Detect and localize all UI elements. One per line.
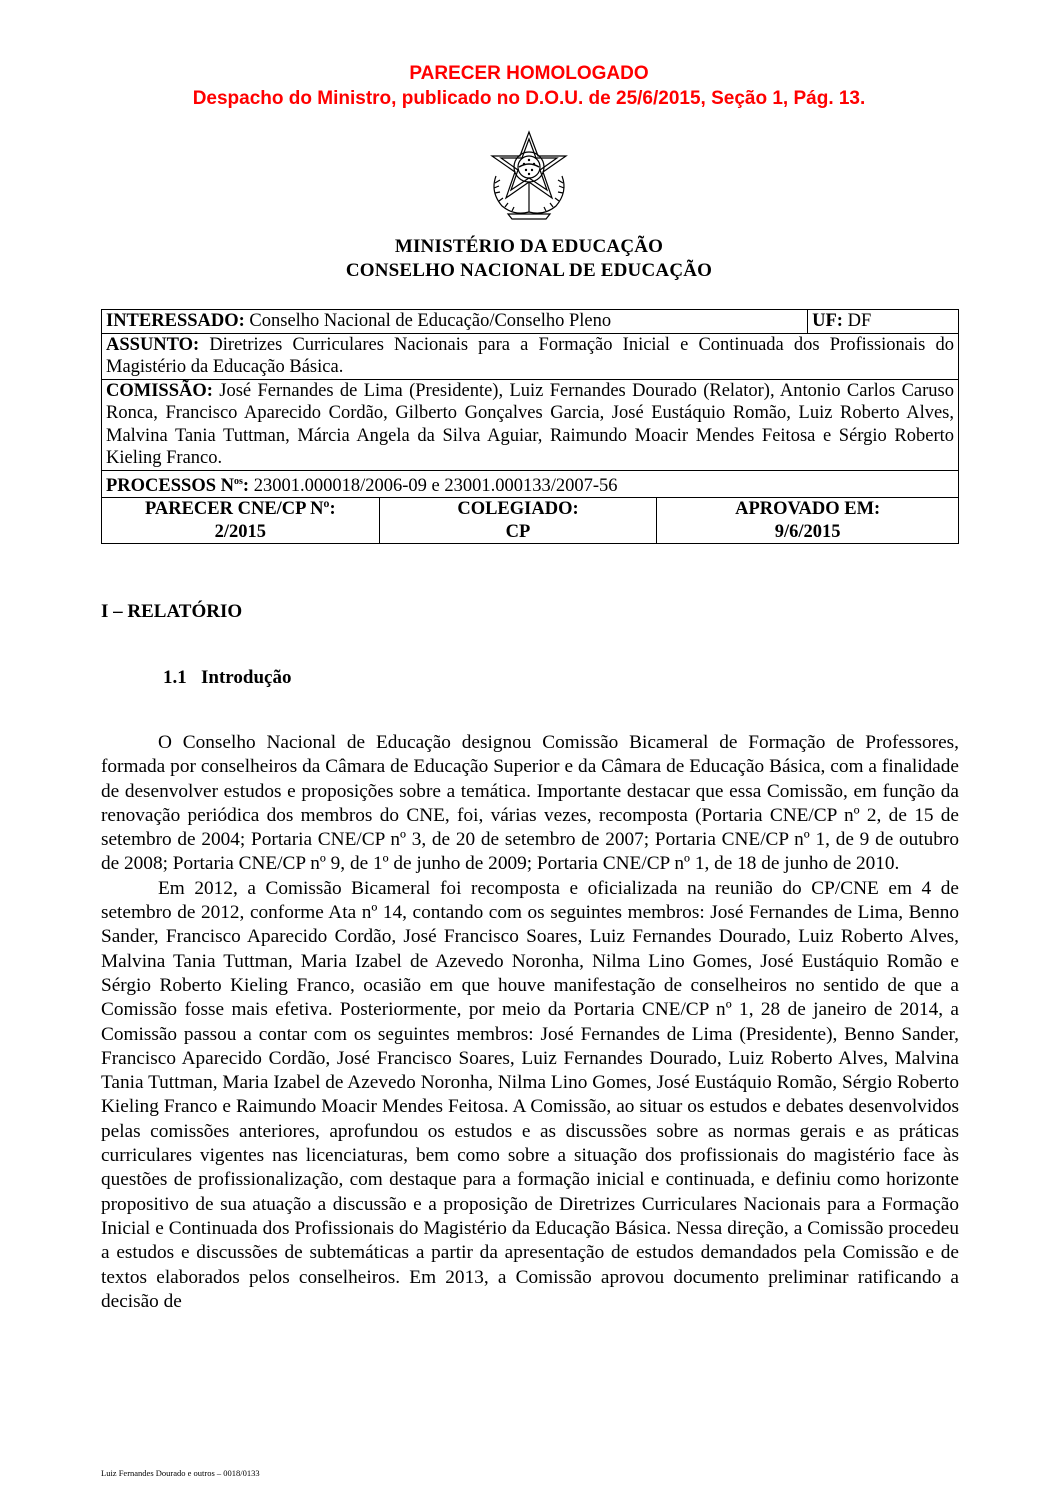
process-info-table bbox=[101, 309, 959, 544]
assunto-value: Diretrizes Curriculares Nacionais para a Formação Inicial e Continuada dos Profissionais do Magistério da Educação Básica. bbox=[106, 334, 954, 377]
uf-value: DF bbox=[847, 311, 872, 331]
comissao-row bbox=[102, 379, 959, 470]
uf-label: UF: bbox=[812, 311, 843, 331]
colegiado-value: CP bbox=[505, 521, 531, 542]
parecer-cell bbox=[102, 498, 380, 544]
brazil-coat-of-arms-icon bbox=[486, 130, 572, 222]
subsection-number: 1.1 bbox=[163, 667, 187, 688]
interessado-label: INTERESSADO: bbox=[106, 311, 245, 331]
homologation-stamp-dispatch: Despacho do Ministro, publicado no D.O.U. de 25/6/2015, Seção 1, Pág. 13. bbox=[192, 88, 866, 109]
processos-row bbox=[102, 470, 959, 498]
aprovado-value: 9/6/2015 bbox=[774, 521, 841, 542]
assunto-row bbox=[102, 333, 959, 379]
comissao-value: José Fernandes de Lima (Presidente), Luiz Fernandes Dourado (Relator), Antonio Carlos Caruso Ronca, Francisco Aparecido Cordão, Gilberto Gonçalves Garcia, José Eustáquio Romão, Luiz Roberto Alves, Malvina Tania Tuttman, Márcia Angela da Silva Aguiar, Raimundo Moacir Mendes Feitosa e Sérgio Roberto Kieling Franco. bbox=[106, 380, 954, 468]
uf-cell bbox=[808, 310, 959, 334]
interessado-cell bbox=[102, 310, 808, 334]
interessado-value: Conselho Nacional de Educação/Conselho Pleno bbox=[249, 311, 612, 331]
ministry-heading: MINISTÉRIO DA EDUCAÇÃO bbox=[394, 236, 664, 257]
report-body bbox=[101, 731, 959, 1314]
interessado-row bbox=[102, 310, 959, 334]
comissao-cell bbox=[102, 379, 959, 470]
processos-label: PROCESSOS $N^{os}$: bbox=[106, 475, 250, 496]
subsection-title: Introdução bbox=[201, 667, 292, 688]
page-footer: Luiz Fernandes Dourado e outros – 0018/0133 bbox=[101, 1468, 260, 1478]
subsection-heading bbox=[163, 667, 291, 689]
colegiado-label: COLEGIADO: bbox=[457, 499, 579, 520]
colegiado-cell bbox=[379, 498, 657, 544]
aprovado-cell bbox=[657, 498, 959, 544]
parecer-row bbox=[102, 498, 959, 544]
body-paragraph: O Conselho Nacional de Educação designou Comissão Bicameral de Formação de Professores, formada por conselheiros da Câmara de Educação Superior e da Câmara de Educação Básica, com a finalidade de desenvolver estudos e proposições sobre a temática. Importante destacar que essa Comissão, em função da renovação periódica dos membros do CNE, foi, várias vezes, recomposta (Portaria CNE/CP nº 2, de 15 de setembro de 2004; Portaria CNE/CP nº 3, de 20 de setembro de 2007; Portaria CNE/CP nº 1, de 9 de outubro de 2008; Portaria CNE/CP nº 9, de 1º de junho de 2009; Portaria CNE/CP nº 1, de 18 de junho de 2010. bbox=[101, 732, 959, 875]
processos-cell bbox=[102, 470, 959, 498]
assunto-cell bbox=[102, 333, 959, 379]
section-title: I – RELATÓRIO bbox=[101, 601, 243, 622]
council-heading: CONSELHO NACIONAL DE EDUCAÇÃO bbox=[345, 260, 713, 281]
comissao-label: COMISSÃO: bbox=[106, 380, 213, 401]
assunto-label: ASSUNTO: bbox=[106, 334, 200, 355]
processos-value: 23001.000018/2006-09 e 23001.000133/2007-56 bbox=[253, 475, 618, 496]
aprovado-label: APROVADO EM: bbox=[735, 499, 881, 520]
homologation-stamp-title: PARECER HOMOLOGADO bbox=[409, 63, 649, 84]
body-paragraph: Em 2012, a Comissão Bicameral foi recomposta e oficializada na reunião do CP/CNE em 4 de setembro de 2012, conforme Ata nº 14, contando com os seguintes membros: José Fernandes de Lima, Benno Sander, Francisco Aparecido Cordão, José Francisco Soares, Luiz Fernandes Dourado, Luiz Roberto Alves, Malvina Tania Tuttman, Maria Izabel de Azevedo Noronha, Nilma Lino Gomes, José Eustáquio Romão e Sérgio Roberto Kieling Franco, ocasião em que houve manifestação de conselheiros no sentido de que a Comissão fosse mais efetiva. Posteriormente, por meio da Portaria CNE/CP nº 1, 28 de janeiro de 2014, a Comissão passou a contar com os seguintes membros: José Fernandes de Lima (Presidente), Benno Sander, Francisco Aparecido Cordão, José Francisco Soares, Luiz Fernandes Dourado, Luiz Roberto Alves, Malvina Tania Tuttman, Maria Izabel de Azevedo Noronha, Nilma Lino Gomes, José Eustáquio Romão, Sérgio Roberto Kieling Franco e Raimundo Moacir Mendes Feitosa. A Comissão, ao situar os estudos e debates desenvolvidos pelas comissões anteriores, aprofundou os estudos e as discussões sobre as normas gerais e as práticas curriculares vigentes nas licenciaturas, bem como sobre a situação dos profissionais do magistério face às questões de profissionalização, com destaque para a formação inicial e continuada, e definiu como horizonte propositivo de sua atuação a discussão e a proposição de Diretrizes Curriculares Nacionais para a Formação Inicial e Continuada dos Profissionais do Magistério da Educação Básica. Nessa direção, a Comissão procedeu a estudos e discussões de subtemáticas a partir da apresentação de estudos demandados pela Comissão e de textos elaborados pelos conselheiros. Em 2013, a Comissão aprovou documento preliminar ratificando a decisão de bbox=[101, 877, 959, 1312]
parecer-value: 2/2015 bbox=[214, 521, 267, 542]
parecer-label: PARECER CNE/CP Nº: bbox=[144, 499, 336, 520]
